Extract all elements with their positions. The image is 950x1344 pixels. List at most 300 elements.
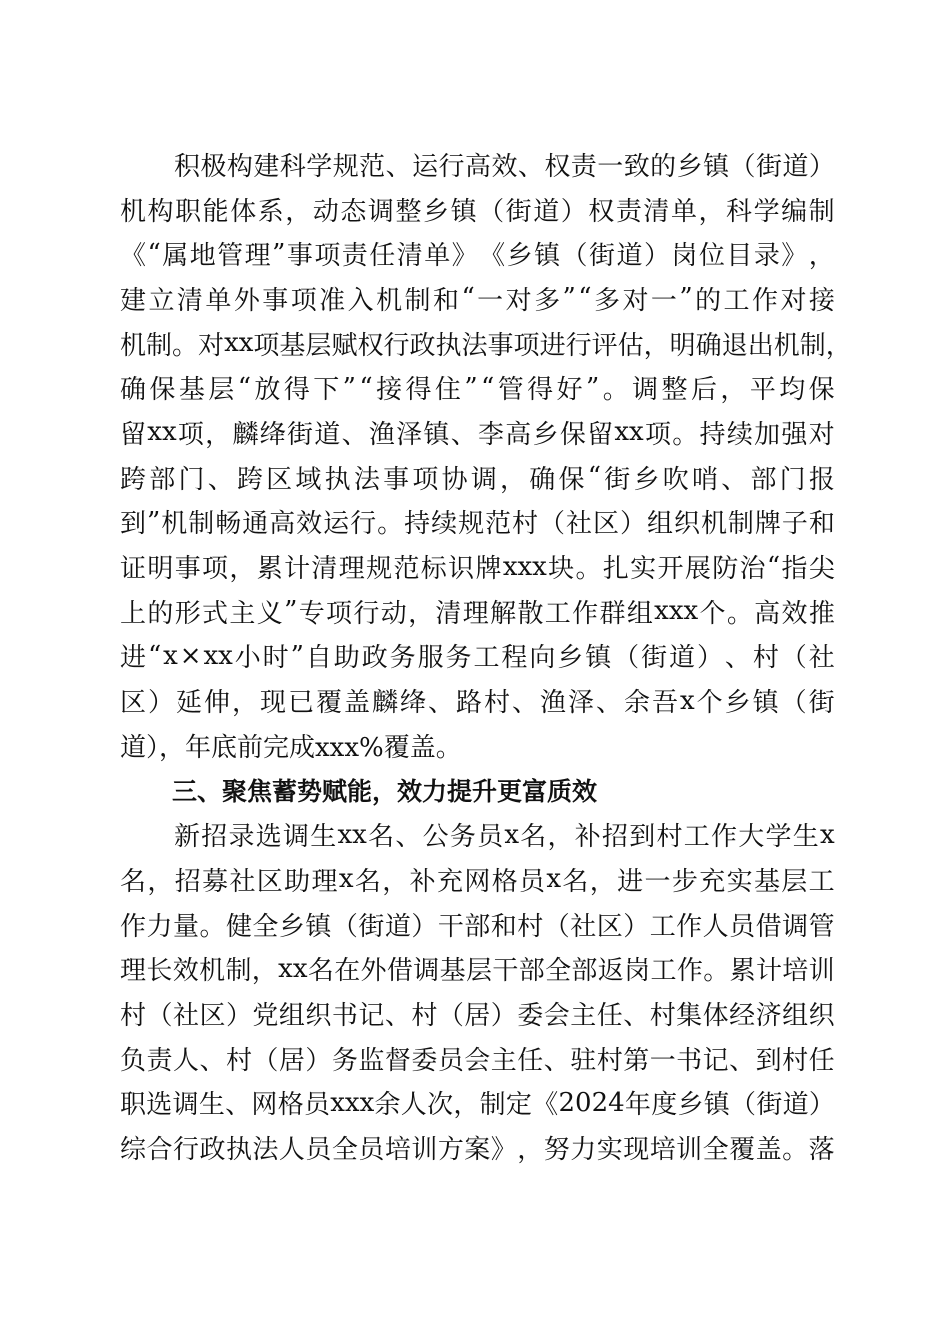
text-glyph: 乡 — [633, 464, 660, 495]
text-glyph: 对 — [622, 285, 649, 316]
text-glyph: 的 — [650, 151, 677, 182]
text-glyph: 项 — [253, 330, 280, 361]
text-glyph: 整 — [661, 375, 688, 406]
text-glyph: 泽 — [568, 688, 595, 719]
text-glyph: 居 — [464, 1000, 491, 1031]
text-glyph: 镇 — [752, 688, 779, 719]
text-glyph: 工 — [683, 822, 710, 853]
text-glyph: 体 — [702, 1000, 729, 1031]
paragraph-1-line — [120, 365, 835, 410]
text-glyph: 记 — [358, 1000, 385, 1031]
text-glyph: 经 — [729, 1000, 756, 1031]
text-glyph: 训 — [676, 1134, 703, 1165]
text-glyph: 持 — [699, 419, 726, 450]
text-glyph: 层 — [465, 956, 492, 987]
text-glyph: xx — [224, 328, 254, 359]
text-glyph: 理 — [120, 956, 147, 987]
text-glyph: 步 — [671, 866, 698, 897]
text-glyph: 实 — [630, 554, 657, 585]
text-glyph: 项 — [202, 554, 229, 585]
text-glyph: 进 — [617, 866, 644, 897]
text-glyph: 确 — [120, 375, 147, 406]
text-glyph: 解 — [490, 598, 517, 629]
text-glyph: 助 — [284, 866, 311, 897]
text-glyph: 制 — [225, 956, 252, 987]
text-glyph: 社 — [808, 643, 835, 674]
text-glyph: “ — [766, 551, 781, 582]
text-glyph: 乡 — [506, 241, 533, 272]
text-glyph: ） — [560, 196, 587, 227]
text-glyph: 留 — [120, 419, 147, 450]
text-glyph: 格 — [491, 866, 518, 897]
text-glyph: 范 — [485, 509, 512, 540]
text-glyph: 对 — [505, 285, 532, 316]
text-glyph: 证 — [120, 554, 147, 585]
text-glyph: 留 — [587, 419, 614, 450]
text-glyph: ， — [229, 554, 256, 585]
text-glyph: （ — [331, 911, 358, 942]
text-glyph: 调 — [782, 911, 809, 942]
text-glyph: 接 — [376, 375, 403, 406]
text-glyph: 调 — [367, 196, 394, 227]
text-glyph: 济 — [755, 1000, 782, 1031]
text-glyph: 充 — [436, 866, 463, 897]
text-glyph: 累 — [256, 554, 283, 585]
text-glyph: 街 — [755, 151, 782, 182]
text-glyph: 对 — [780, 285, 807, 316]
text-glyph: xx — [337, 819, 367, 850]
text-glyph: 进 — [539, 330, 566, 361]
text-glyph: 层 — [208, 375, 235, 406]
text-glyph: 主 — [490, 1045, 517, 1076]
text-glyph: 、 — [428, 688, 455, 719]
text-glyph: 单 — [670, 196, 697, 227]
text-glyph: 、 — [623, 1000, 650, 1031]
paragraph-1-line — [120, 634, 835, 679]
text-glyph: 助 — [333, 643, 360, 674]
text-glyph: 。 — [199, 911, 226, 942]
text-glyph: 、 — [207, 464, 234, 495]
text-glyph: 评 — [591, 330, 618, 361]
text-glyph: 后 — [690, 375, 717, 406]
text-glyph: “ — [237, 372, 251, 403]
text-glyph: 名 — [354, 866, 381, 897]
text-glyph: 实 — [596, 1134, 623, 1165]
text-glyph: 、 — [543, 1045, 570, 1076]
text-glyph: 镇 — [703, 1090, 730, 1121]
text-glyph: 招 — [174, 866, 201, 897]
text-glyph: 》 — [781, 241, 808, 272]
text-glyph: 基 — [439, 956, 466, 987]
text-glyph: 现 — [260, 688, 287, 719]
text-glyph: 道 — [384, 911, 411, 942]
text-glyph: 态 — [340, 196, 367, 227]
text-glyph: 覆 — [729, 1134, 756, 1165]
text-glyph: 机 — [120, 196, 147, 227]
text-glyph: 网 — [251, 1090, 278, 1121]
text-glyph: 行 — [438, 151, 465, 182]
text-glyph: ， — [808, 241, 835, 272]
text-glyph: 执 — [324, 464, 351, 495]
text-glyph: 部 — [464, 911, 491, 942]
text-glyph: 格 — [277, 1090, 304, 1121]
text-glyph: 住 — [434, 375, 461, 406]
text-glyph: 出 — [747, 330, 774, 361]
text-glyph: 调 — [172, 1090, 199, 1121]
text-glyph: 在 — [334, 956, 361, 987]
text-glyph: 全 — [702, 1134, 729, 1165]
text-glyph: 会 — [543, 1000, 570, 1031]
text-glyph: 全 — [252, 911, 279, 942]
text-glyph: 名 — [368, 822, 395, 853]
text-glyph: 跨 — [236, 464, 263, 495]
text-glyph: ） — [225, 1000, 252, 1031]
text-glyph: 接 — [808, 285, 835, 316]
text-glyph: 社 — [566, 509, 593, 540]
text-glyph: 已 — [288, 688, 315, 719]
text-glyph: 和 — [808, 509, 835, 540]
text-glyph: 道 — [616, 241, 643, 272]
text-glyph: 绛 — [400, 688, 427, 719]
text-glyph: （ — [780, 643, 807, 674]
text-glyph: 层 — [305, 330, 332, 361]
text-glyph: 制 — [188, 509, 215, 540]
text-glyph: 培 — [649, 1134, 676, 1165]
text-glyph: 、 — [724, 643, 751, 674]
text-glyph: 制 — [799, 330, 826, 361]
text-glyph: 工 — [723, 285, 750, 316]
text-glyph: 招 — [601, 822, 628, 853]
text-glyph: xx — [614, 417, 644, 448]
text-glyph: 牌 — [754, 509, 781, 540]
text-glyph: 组 — [782, 1000, 809, 1031]
text-glyph: 理 — [311, 866, 338, 897]
text-glyph: 、 — [729, 1045, 756, 1076]
text-glyph: 监 — [358, 1045, 385, 1076]
paragraph-2-line — [120, 946, 835, 991]
text-glyph: 权 — [544, 151, 571, 182]
text-glyph: 体 — [230, 196, 257, 227]
text-glyph: 机 — [700, 509, 727, 540]
text-glyph: 员 — [477, 822, 504, 853]
text-glyph: 名 — [120, 866, 147, 897]
text-glyph: 权 — [588, 196, 615, 227]
text-glyph: 单 — [424, 241, 451, 272]
text-glyph: 执 — [225, 1134, 252, 1165]
text-glyph: 个 — [699, 598, 726, 629]
text-glyph: 政 — [361, 643, 388, 674]
text-glyph: 运 — [412, 151, 439, 182]
text-glyph: 职 — [175, 196, 202, 227]
text-glyph: 责 — [615, 196, 642, 227]
text-glyph: 集 — [676, 1000, 703, 1031]
text-glyph: 理 — [462, 598, 489, 629]
text-glyph: 全 — [331, 1134, 358, 1165]
text-glyph: 2024 — [558, 1087, 625, 1118]
text-glyph: 服 — [417, 643, 444, 674]
text-glyph: 系 — [257, 196, 284, 227]
text-glyph: 路 — [456, 688, 483, 719]
text-glyph: x — [680, 685, 695, 716]
text-glyph: 长 — [146, 956, 173, 987]
text-glyph: ， — [517, 1134, 544, 1165]
text-glyph: 项 — [513, 330, 540, 361]
text-glyph: 和 — [490, 911, 517, 942]
text-glyph: 补 — [574, 822, 601, 853]
text-glyph: 规 — [366, 554, 393, 585]
text-glyph: 作 — [676, 956, 703, 987]
text-glyph: 村 — [649, 1000, 676, 1031]
text-glyph: 道 — [314, 419, 341, 450]
text-glyph: ） — [305, 1045, 332, 1076]
text-glyph: ， — [825, 330, 852, 361]
text-glyph: 员 — [437, 1045, 464, 1076]
text-glyph: 行 — [383, 330, 410, 361]
text-glyph: 推 — [808, 598, 835, 629]
text-glyph: 岗 — [624, 956, 651, 987]
text-glyph: 书 — [331, 1000, 358, 1031]
text-glyph: 年 — [624, 1090, 651, 1121]
text-glyph: 部 — [518, 956, 545, 987]
text-glyph: 招 — [201, 822, 228, 853]
text-glyph: “ — [461, 283, 475, 314]
text-glyph: 乡 — [532, 419, 559, 450]
text-glyph: 任 — [517, 1045, 544, 1076]
paragraph-1-line — [120, 544, 835, 589]
text-glyph: ， — [453, 1090, 480, 1121]
text-glyph: 得 — [405, 375, 432, 406]
text-glyph: 部 — [571, 956, 598, 987]
text-glyph: 组 — [646, 509, 673, 540]
text-glyph: 学 — [306, 151, 333, 182]
text-glyph: 行 — [565, 330, 592, 361]
text-glyph: 极 — [200, 151, 227, 182]
text-glyph: 行 — [353, 598, 380, 629]
text-glyph: 社 — [570, 911, 597, 942]
text-glyph: 责 — [146, 1045, 173, 1076]
text-glyph: 负 — [120, 1045, 147, 1076]
text-glyph: 法 — [252, 1134, 279, 1165]
text-glyph: 募 — [202, 866, 229, 897]
text-glyph: x — [546, 864, 562, 895]
text-glyph: 效 — [781, 598, 808, 629]
text-glyph: 持 — [404, 509, 431, 540]
text-glyph: 式 — [202, 598, 229, 629]
text-glyph: ） — [808, 151, 835, 182]
text-glyph: ， — [251, 956, 278, 987]
text-glyph: 余 — [374, 1090, 401, 1121]
text-glyph: ” — [342, 372, 356, 403]
text-glyph: 计 — [755, 956, 782, 987]
text-glyph: 动 — [380, 598, 407, 629]
text-glyph: 基 — [753, 866, 780, 897]
text-glyph: 区 — [199, 1000, 226, 1031]
text-glyph: 》 — [490, 1134, 517, 1165]
text-glyph: 扎 — [602, 554, 629, 585]
text-glyph: ， — [720, 375, 747, 406]
text-glyph: 政 — [199, 1134, 226, 1165]
text-glyph: 人 — [172, 1045, 199, 1076]
text-glyph: 保 — [808, 375, 835, 406]
paragraph-1-line — [120, 589, 835, 634]
text-glyph: 借 — [755, 911, 782, 942]
text-glyph: 法 — [461, 330, 488, 361]
text-glyph: 行 — [350, 509, 377, 540]
paragraph-2-line — [120, 1125, 835, 1170]
text-glyph: 属 — [162, 241, 189, 272]
text-glyph: 余 — [624, 688, 651, 719]
text-glyph: 报 — [808, 464, 835, 495]
text-glyph: 行 — [172, 1134, 199, 1165]
text-glyph: 部 — [750, 464, 777, 495]
text-glyph: 、 — [385, 151, 412, 182]
text-glyph: 返 — [597, 956, 624, 987]
text-glyph: 下 — [313, 375, 340, 406]
text-glyph: 《 — [479, 241, 506, 272]
text-glyph: 任 — [808, 1045, 835, 1076]
text-glyph: 、 — [721, 464, 748, 495]
text-glyph: 村 — [512, 509, 539, 540]
text-glyph: 外 — [360, 956, 387, 987]
text-glyph: 责 — [341, 241, 368, 272]
text-glyph: 续 — [726, 419, 753, 450]
paragraph-2-line — [120, 812, 835, 857]
text-glyph: ， — [285, 196, 312, 227]
text-glyph: 责 — [570, 151, 597, 182]
text-glyph: 职 — [120, 1090, 147, 1121]
document-body — [120, 142, 852, 1170]
text-glyph: 标 — [420, 554, 447, 585]
text-glyph: 镇 — [585, 643, 612, 674]
text-glyph: 村 — [782, 1045, 809, 1076]
text-glyph: 对 — [198, 330, 225, 361]
text-glyph: 训 — [808, 956, 835, 987]
text-glyph: 清 — [643, 196, 670, 227]
text-glyph: 到 — [755, 1045, 782, 1076]
text-glyph: 效 — [491, 151, 518, 182]
text-glyph: 力 — [570, 1134, 597, 1165]
text-glyph: 时 — [262, 643, 289, 674]
text-glyph: ） — [696, 643, 723, 674]
text-glyph: 作 — [572, 598, 599, 629]
text-glyph: 制 — [404, 285, 431, 316]
text-glyph: 运 — [323, 509, 350, 540]
text-glyph: 效 — [172, 956, 199, 987]
text-glyph: 、 — [596, 688, 623, 719]
text-glyph: 赋 — [331, 330, 358, 361]
text-glyph: 门 — [178, 464, 205, 495]
text-glyph: 畅 — [215, 509, 242, 540]
text-glyph: 度 — [651, 1090, 678, 1121]
text-glyph: 伸 — [204, 688, 231, 719]
paragraph-1-line — [120, 187, 835, 232]
text-glyph: 村 — [752, 643, 779, 674]
text-glyph: 作 — [676, 911, 703, 942]
text-glyph: 基 — [279, 330, 306, 361]
text-glyph: 名 — [520, 822, 547, 853]
text-glyph: 选 — [146, 1090, 173, 1121]
text-glyph: 任 — [369, 241, 396, 272]
text-glyph: 组 — [626, 598, 653, 629]
text-glyph: 制 — [479, 1090, 506, 1121]
text-glyph: 群 — [599, 598, 626, 629]
text-glyph: 培 — [782, 956, 809, 987]
text-glyph: 管 — [497, 375, 524, 406]
text-glyph: 好 — [556, 375, 583, 406]
text-glyph: 对 — [808, 419, 835, 450]
text-glyph: 督 — [384, 1045, 411, 1076]
text-glyph: 能 — [202, 196, 229, 227]
text-glyph: 街 — [808, 688, 835, 719]
text-glyph: 。 — [672, 419, 699, 450]
text-glyph: 乡 — [724, 688, 751, 719]
text-glyph: 事 — [383, 464, 410, 495]
text-glyph: 理 — [338, 554, 365, 585]
text-glyph: 层 — [781, 866, 808, 897]
text-glyph: 到 — [120, 509, 147, 540]
paragraph-1-line — [120, 276, 835, 321]
text-glyph: 上 — [120, 598, 147, 629]
text-glyph: 事 — [262, 285, 289, 316]
text-glyph: 定 — [505, 1090, 532, 1121]
text-glyph: 学 — [753, 196, 780, 227]
text-glyph: ” — [146, 506, 161, 537]
text-glyph: 政 — [409, 330, 436, 361]
text-glyph: 学 — [765, 822, 792, 853]
text-glyph: 、 — [199, 1045, 226, 1076]
text-glyph: 乡 — [676, 151, 703, 182]
text-glyph: 乡 — [677, 1090, 704, 1121]
text-glyph: 保 — [558, 464, 585, 495]
text-glyph: 事 — [487, 330, 514, 361]
text-glyph: 干 — [437, 911, 464, 942]
text-glyph: 估 — [617, 330, 644, 361]
text-glyph: 清 — [396, 241, 423, 272]
text-glyph: 街 — [641, 643, 668, 674]
text-glyph: 务 — [389, 643, 416, 674]
text-glyph: 均 — [779, 375, 806, 406]
text-glyph: 保 — [559, 419, 586, 450]
text-glyph: 事 — [286, 241, 313, 272]
text-glyph: 门 — [779, 464, 806, 495]
text-glyph: ， — [382, 866, 409, 897]
text-glyph: 制 — [146, 330, 173, 361]
text-glyph: 小 — [234, 643, 261, 674]
text-glyph: 基 — [178, 375, 205, 406]
text-glyph: 建 — [253, 151, 280, 182]
text-glyph: 一 — [650, 285, 677, 316]
text-glyph: （ — [543, 911, 570, 942]
text-glyph: 街 — [287, 419, 314, 450]
text-glyph: 一 — [649, 1045, 676, 1076]
text-glyph: 盖 — [344, 688, 371, 719]
text-glyph: 麟 — [232, 419, 259, 450]
text-glyph: 街 — [604, 464, 631, 495]
text-glyph: 村 — [225, 1045, 252, 1076]
text-glyph: 生 — [198, 1090, 225, 1121]
text-glyph: 村 — [484, 688, 511, 719]
text-glyph: 务 — [449, 822, 476, 853]
text-glyph: 街 — [756, 1090, 783, 1121]
text-glyph: 努 — [543, 1134, 570, 1165]
text-glyph: ， — [589, 866, 616, 897]
text-glyph: 积 — [174, 151, 201, 182]
text-glyph: （ — [561, 241, 588, 272]
text-glyph: 法 — [353, 464, 380, 495]
text-glyph: 牌 — [475, 554, 502, 585]
text-glyph: 子 — [781, 509, 808, 540]
text-glyph: 调 — [632, 375, 659, 406]
